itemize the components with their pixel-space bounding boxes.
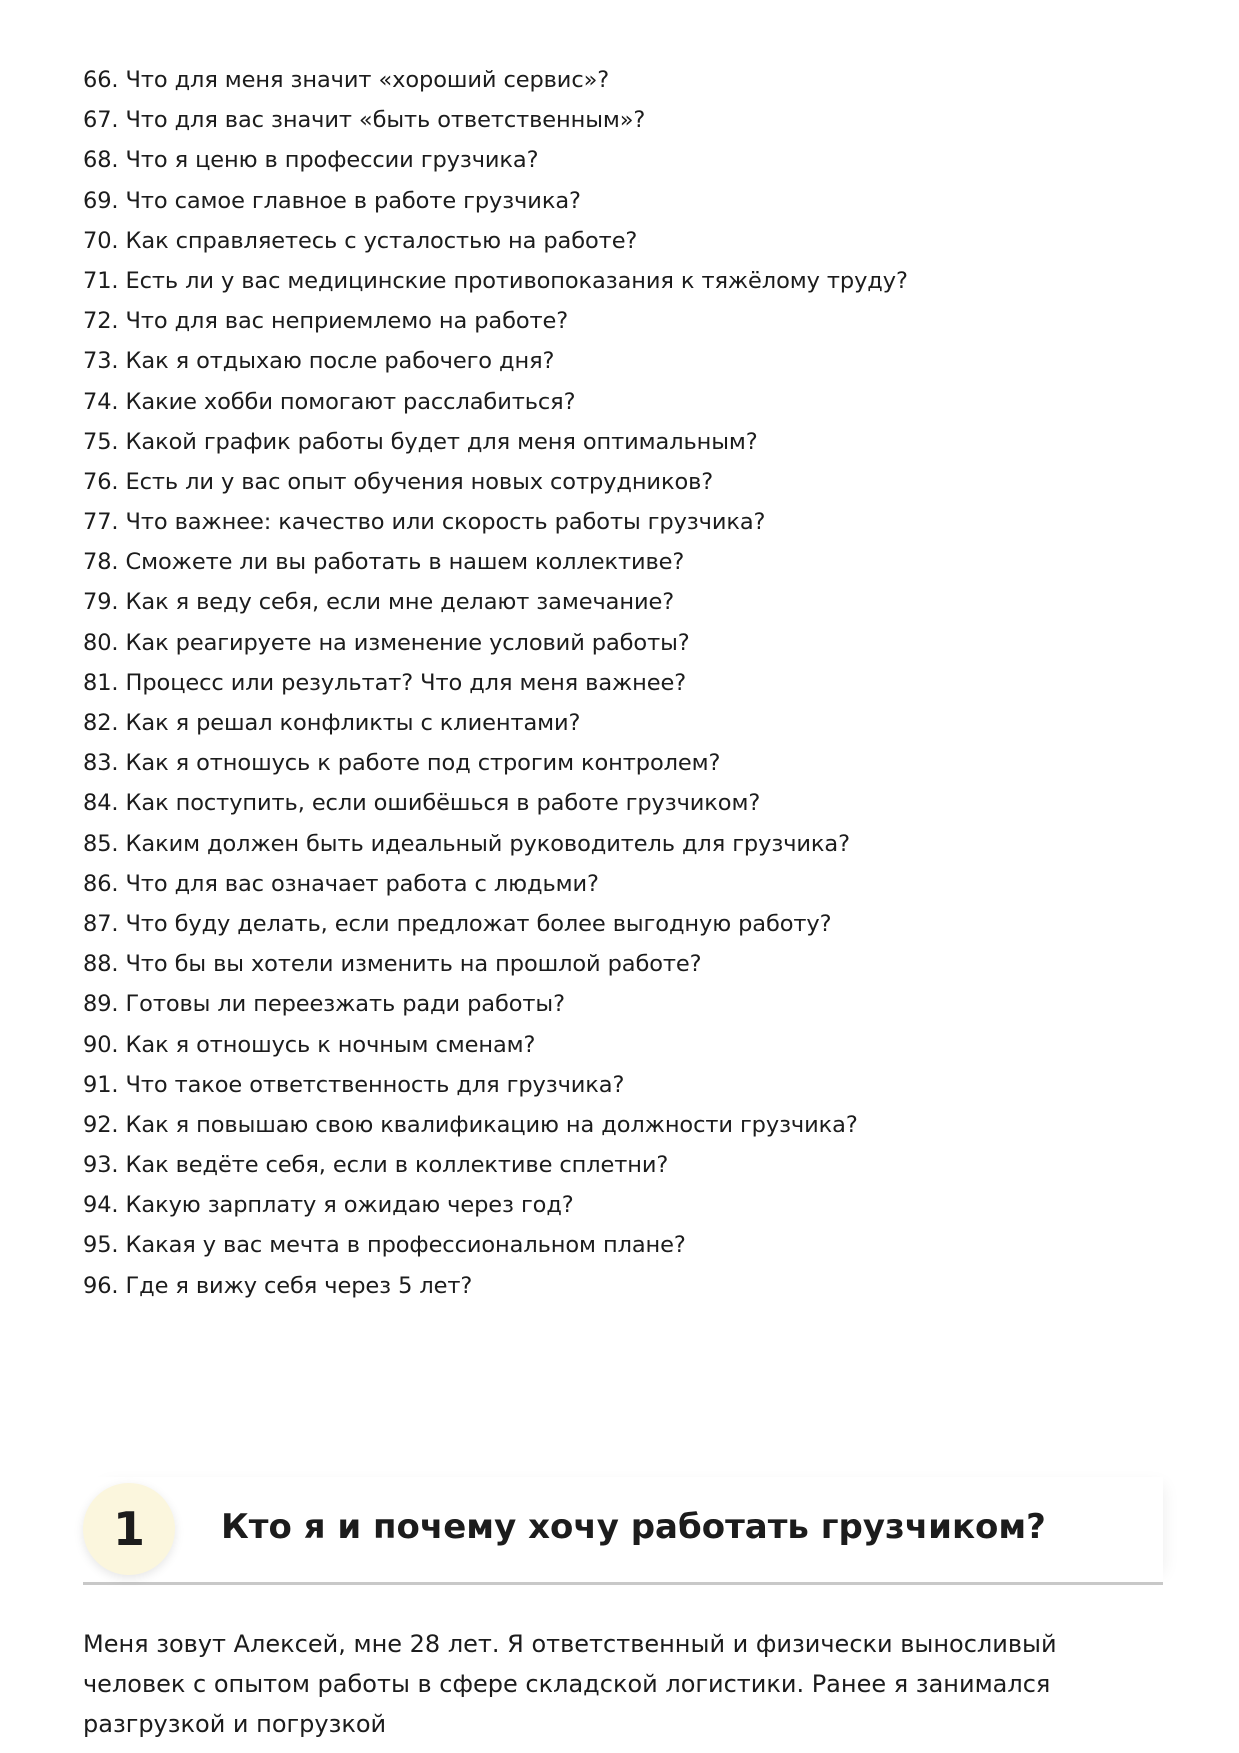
question-list	[83, 60, 1083, 1306]
question-item: 87. Что буду делать, если предложат более выгодную работу?	[83, 910, 832, 937]
question-item: 86. Что для вас означает работа с людьми?	[83, 870, 599, 897]
question-item: 80. Как реагируете на изменение условий работы?	[83, 629, 690, 656]
question-item: 81. Процесс или результат? Что для меня важнее?	[83, 669, 687, 696]
question-item: 82. Как я решал конфликты с клиентами?	[83, 710, 581, 736]
question-item: 95. Какая у вас мечта в профессиональном плане?	[83, 1232, 686, 1259]
answer-paragraph: Меня зовут Алексей, мне 28 лет. Я ответственный и физически выносливый человек с опытом работы в сфере складской логистики. Ранее я занимался разгрузкой и погрузкой	[83, 1630, 1057, 1738]
question-item: 70. Как справляетесь с усталостью на работе?	[83, 227, 638, 254]
question-item: 84. Как поступить, если ошибёшься в работе грузчиком?	[83, 790, 761, 817]
question-item: 83. Как я отношусь к работе под строгим контролем?	[83, 750, 721, 777]
question-item: 96. Где я вижу себя через 5 лет?	[83, 1272, 473, 1299]
question-item: 77. Что важнее: качество или скорость работы грузчика?	[83, 509, 766, 536]
question-item: 75. Какой график работы будет для меня оптимальным?	[83, 428, 758, 455]
question-item: 91. Что такое ответственность для грузчика?	[83, 1071, 625, 1098]
question-item: 92. Как я повышаю свою квалификацию на должности грузчика?	[83, 1111, 858, 1138]
question-item: 71. Есть ли у вас медицинские противопоказания к тяжёлому труду?	[83, 267, 908, 294]
question-item: 73. Как я отдыхаю после рабочего дня?	[83, 348, 555, 375]
question-item: 93. Как ведёте себя, если в коллективе сплетни?	[83, 1152, 669, 1179]
question-item: 68. Что я ценю в профессии грузчика?	[83, 147, 539, 174]
question-item: 78. Сможете ли вы работать в нашем коллективе?	[83, 549, 685, 576]
question-item: 94. Какую зарплату я ожидаю через год?	[83, 1192, 574, 1219]
section-number-badge: 1	[83, 1483, 175, 1575]
section-title: Кто я и почему хочу работать грузчиком?	[221, 1507, 1046, 1547]
question-item: 67. Что для вас значит «быть ответственным»?	[83, 107, 646, 134]
section-header	[83, 1477, 1163, 1585]
question-item: 89. Готовы ли переезжать ради работы?	[83, 991, 565, 1018]
question-item: 85. Каким должен быть идеальный руководитель для грузчика?	[83, 830, 850, 857]
question-item: 74. Какие хобби помогают расслабиться?	[83, 388, 576, 415]
question-item: 76. Есть ли у вас опыт обучения новых сотрудников?	[83, 468, 714, 495]
question-item: 79. Как я веду себя, если мне делают замечание?	[83, 589, 675, 616]
question-item: 66. Что для меня значит «хороший сервис»?	[83, 67, 610, 93]
question-item: 88. Что бы вы хотели изменить на прошлой работе?	[83, 951, 702, 978]
question-item: 72. Что для вас неприемлемо на работе?	[83, 308, 569, 335]
question-item: 90. Как я отношусь к ночным сменам?	[83, 1031, 536, 1058]
question-item: 69. Что самое главное в работе грузчика?	[83, 187, 581, 214]
